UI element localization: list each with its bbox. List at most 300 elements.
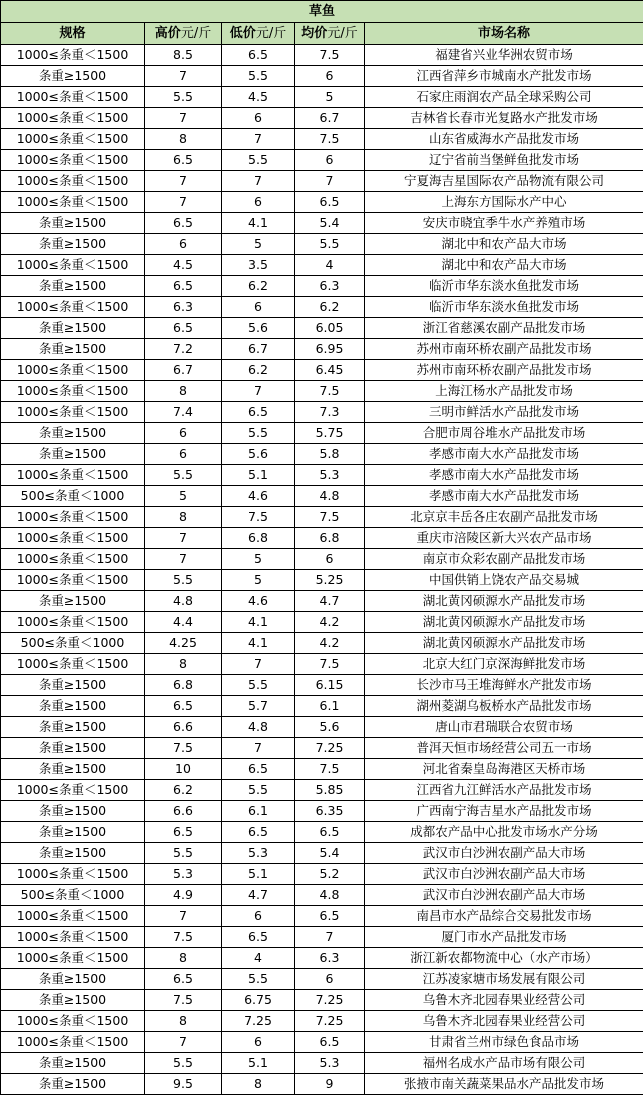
cell-spec: 条重≥1500 xyxy=(1,1053,145,1074)
cell-spec: 1000≤条重＜1500 xyxy=(1,297,145,318)
cell-avg-price: 5.2 xyxy=(295,864,365,885)
cell-market-name: 宁夏海吉星国际农产品物流有限公司 xyxy=(365,171,643,192)
table-row xyxy=(1,927,643,948)
cell-spec: 1000≤条重＜1500 xyxy=(1,549,145,570)
cell-high-price: 4.25 xyxy=(145,633,222,654)
cell-low-price: 5.5 xyxy=(222,780,295,801)
cell-market-name: 江西省萍乡市城南水产批发市场 xyxy=(365,66,643,87)
cell-market-name: 临沂市华东淡水鱼批发市场 xyxy=(365,297,643,318)
cell-low-price: 4.7 xyxy=(222,885,295,906)
cell-market-name: 广西南宁海吉星水产品批发市场 xyxy=(365,801,643,822)
cell-spec: 条重≥1500 xyxy=(1,339,145,360)
cell-high-price: 5.5 xyxy=(145,465,222,486)
cell-low-price: 5.7 xyxy=(222,696,295,717)
cell-avg-price: 6.8 xyxy=(295,528,365,549)
table-row xyxy=(1,255,643,276)
cell-market-name: 成都农产品中心批发市场水产分场 xyxy=(365,822,643,843)
cell-market-name: 苏州市南环桥农副产品批发市场 xyxy=(365,339,643,360)
header-avg-label: 均价 xyxy=(301,25,328,41)
cell-market-name: 江西省九江鲜活水产品批发市场 xyxy=(365,780,643,801)
cell-market-name: 福建省兴业华洲农贸市场 xyxy=(365,45,643,66)
cell-high-price: 6.3 xyxy=(145,297,222,318)
cell-avg-price: 7.5 xyxy=(295,381,365,402)
cell-high-price: 8 xyxy=(145,129,222,150)
cell-low-price: 5 xyxy=(222,570,295,591)
cell-spec: 1000≤条重＜1500 xyxy=(1,192,145,213)
table-row xyxy=(1,759,643,780)
cell-high-price: 8.5 xyxy=(145,45,222,66)
cell-high-price: 7 xyxy=(145,66,222,87)
cell-spec: 条重≥1500 xyxy=(1,822,145,843)
header-low xyxy=(222,23,295,45)
header-high-label: 高价 xyxy=(154,25,181,41)
header-low-label: 低价 xyxy=(229,25,256,41)
table-row xyxy=(1,969,643,990)
cell-avg-price: 7.5 xyxy=(295,45,365,66)
cell-high-price: 4.9 xyxy=(145,885,222,906)
cell-market-name: 浙江省慈溪农副产品批发市场 xyxy=(365,318,643,339)
table-row xyxy=(1,591,643,612)
cell-high-price: 6.5 xyxy=(145,822,222,843)
cell-avg-price: 5.5 xyxy=(295,234,365,255)
cell-avg-price: 7 xyxy=(295,927,365,948)
cell-market-name: 甘肃省兰州市绿色食品市场 xyxy=(365,1032,643,1053)
cell-avg-price: 6 xyxy=(295,969,365,990)
cell-avg-price: 6.95 xyxy=(295,339,365,360)
cell-high-price: 6.6 xyxy=(145,801,222,822)
cell-market-name: 上海江杨水产品批发市场 xyxy=(365,381,643,402)
cell-low-price: 5.1 xyxy=(222,465,295,486)
cell-spec: 1000≤条重＜1500 xyxy=(1,381,145,402)
cell-low-price: 7 xyxy=(222,654,295,675)
cell-avg-price: 6.15 xyxy=(295,675,365,696)
cell-spec: 1000≤条重＜1500 xyxy=(1,465,145,486)
table-row xyxy=(1,486,643,507)
cell-avg-price: 6.5 xyxy=(295,822,365,843)
cell-low-price: 6.7 xyxy=(222,339,295,360)
table-row xyxy=(1,66,643,87)
table-row xyxy=(1,1032,643,1053)
cell-low-price: 5.1 xyxy=(222,1053,295,1074)
cell-avg-price: 4 xyxy=(295,255,365,276)
cell-high-price: 7 xyxy=(145,108,222,129)
cell-high-price: 6.5 xyxy=(145,213,222,234)
cell-low-price: 6.1 xyxy=(222,801,295,822)
table-row xyxy=(1,570,643,591)
cell-spec: 条重≥1500 xyxy=(1,66,145,87)
cell-spec: 1000≤条重＜1500 xyxy=(1,150,145,171)
cell-spec: 1000≤条重＜1500 xyxy=(1,570,145,591)
table-row xyxy=(1,696,643,717)
cell-market-name: 武汉市白沙洲农副产品大市场 xyxy=(365,885,643,906)
cell-spec: 条重≥1500 xyxy=(1,738,145,759)
table-row xyxy=(1,780,643,801)
cell-avg-price: 5.6 xyxy=(295,717,365,738)
table-row xyxy=(1,801,643,822)
cell-high-price: 7 xyxy=(145,192,222,213)
cell-market-name: 普洱天恒市场经营公司五一市场 xyxy=(365,738,643,759)
table-row xyxy=(1,906,643,927)
cell-spec: 1000≤条重＜1500 xyxy=(1,171,145,192)
cell-spec: 1000≤条重＜1500 xyxy=(1,654,145,675)
cell-spec: 1000≤条重＜1500 xyxy=(1,87,145,108)
cell-high-price: 7 xyxy=(145,1032,222,1053)
cell-avg-price: 5.85 xyxy=(295,780,365,801)
cell-market-name: 临沂市华东淡水鱼批发市场 xyxy=(365,276,643,297)
header-avg xyxy=(295,23,365,45)
cell-spec: 1000≤条重＜1500 xyxy=(1,927,145,948)
cell-spec: 条重≥1500 xyxy=(1,234,145,255)
cell-avg-price: 5.4 xyxy=(295,843,365,864)
cell-market-name: 长沙市马王堆海鲜水产批发市场 xyxy=(365,675,643,696)
cell-market-name: 山东省威海水产品批发市场 xyxy=(365,129,643,150)
cell-avg-price: 6.3 xyxy=(295,948,365,969)
cell-market-name: 辽宁省前当堡鲜鱼批发市场 xyxy=(365,150,643,171)
table-row xyxy=(1,654,643,675)
table-row xyxy=(1,717,643,738)
cell-low-price: 4.5 xyxy=(222,87,295,108)
cell-spec: 条重≥1500 xyxy=(1,318,145,339)
cell-market-name: 乌鲁木齐北园春果业经营公司 xyxy=(365,1011,643,1032)
cell-avg-price: 5.3 xyxy=(295,1053,365,1074)
cell-low-price: 6 xyxy=(222,192,295,213)
cell-high-price: 7.5 xyxy=(145,990,222,1011)
table-row xyxy=(1,318,643,339)
cell-high-price: 6.5 xyxy=(145,969,222,990)
cell-market-name: 中国供销上饶农产品交易城 xyxy=(365,570,643,591)
table-row xyxy=(1,276,643,297)
cell-avg-price: 5.3 xyxy=(295,465,365,486)
table-row xyxy=(1,402,643,423)
cell-market-name: 唐山市君瑞联合农贸市场 xyxy=(365,717,643,738)
cell-spec: 条重≥1500 xyxy=(1,213,145,234)
cell-spec: 1000≤条重＜1500 xyxy=(1,129,145,150)
cell-avg-price: 6.5 xyxy=(295,1032,365,1053)
cell-high-price: 10 xyxy=(145,759,222,780)
table-row xyxy=(1,633,643,654)
cell-avg-price: 4.2 xyxy=(295,633,365,654)
cell-avg-price: 5.75 xyxy=(295,423,365,444)
cell-avg-price: 7.3 xyxy=(295,402,365,423)
cell-spec: 1000≤条重＜1500 xyxy=(1,360,145,381)
cell-low-price: 8 xyxy=(222,1074,295,1095)
cell-market-name: 孝感市南大水产品批发市场 xyxy=(365,444,643,465)
cell-avg-price: 6.5 xyxy=(295,906,365,927)
cell-market-name: 孝感市南大水产品批发市场 xyxy=(365,465,643,486)
cell-spec: 条重≥1500 xyxy=(1,591,145,612)
table-row xyxy=(1,297,643,318)
table-row xyxy=(1,129,643,150)
table-row xyxy=(1,885,643,906)
cell-low-price: 5.5 xyxy=(222,66,295,87)
cell-spec: 500≤条重＜1000 xyxy=(1,633,145,654)
cell-low-price: 6.5 xyxy=(222,402,295,423)
cell-market-name: 南京市众彩农副产品批发市场 xyxy=(365,549,643,570)
cell-spec: 条重≥1500 xyxy=(1,444,145,465)
cell-market-name: 安庆市晓宜季牛水产养殖市场 xyxy=(365,213,643,234)
cell-market-name: 湖北黄冈硕源水产品批发市场 xyxy=(365,633,643,654)
cell-spec: 1000≤条重＜1500 xyxy=(1,780,145,801)
cell-low-price: 5.5 xyxy=(222,969,295,990)
cell-low-price: 4.1 xyxy=(222,633,295,654)
cell-market-name: 北京京丰岳各庄农副产品批发市场 xyxy=(365,507,643,528)
cell-spec: 1000≤条重＜1500 xyxy=(1,108,145,129)
cell-spec: 条重≥1500 xyxy=(1,696,145,717)
cell-low-price: 5.5 xyxy=(222,675,295,696)
cell-low-price: 5.6 xyxy=(222,318,295,339)
cell-market-name: 北京大红门京深海鲜批发市场 xyxy=(365,654,643,675)
table-row xyxy=(1,87,643,108)
cell-high-price: 6.5 xyxy=(145,150,222,171)
cell-spec: 1000≤条重＜1500 xyxy=(1,255,145,276)
cell-avg-price: 6 xyxy=(295,66,365,87)
cell-spec: 500≤条重＜1000 xyxy=(1,885,145,906)
cell-high-price: 7.5 xyxy=(145,738,222,759)
cell-high-price: 7 xyxy=(145,549,222,570)
cell-market-name: 湖州菱湖乌板桥水产品批发市场 xyxy=(365,696,643,717)
header-high xyxy=(145,23,222,45)
cell-market-name: 武汉市白沙洲农副产品大市场 xyxy=(365,864,643,885)
cell-avg-price: 7.25 xyxy=(295,1011,365,1032)
cell-spec: 500≤条重＜1000 xyxy=(1,486,145,507)
cell-low-price: 5.5 xyxy=(222,150,295,171)
cell-avg-price: 7.5 xyxy=(295,129,365,150)
table-row xyxy=(1,150,643,171)
cell-spec: 1000≤条重＜1500 xyxy=(1,45,145,66)
cell-spec: 条重≥1500 xyxy=(1,990,145,1011)
cell-low-price: 5 xyxy=(222,549,295,570)
cell-spec: 1000≤条重＜1500 xyxy=(1,528,145,549)
cell-low-price: 6 xyxy=(222,906,295,927)
cell-high-price: 8 xyxy=(145,948,222,969)
cell-spec: 1000≤条重＜1500 xyxy=(1,1032,145,1053)
header-spec: 规格 xyxy=(1,23,145,45)
header-avg-unit: 元/斤 xyxy=(327,25,358,41)
cell-market-name: 三明市鲜活水产品批发市场 xyxy=(365,402,643,423)
cell-low-price: 6.2 xyxy=(222,360,295,381)
table-row xyxy=(1,171,643,192)
cell-avg-price: 7.25 xyxy=(295,990,365,1011)
cell-avg-price: 6.7 xyxy=(295,108,365,129)
table-title-row xyxy=(1,1,643,23)
table-row xyxy=(1,675,643,696)
cell-avg-price: 7.5 xyxy=(295,654,365,675)
cell-low-price: 6 xyxy=(222,297,295,318)
header-row xyxy=(1,23,643,45)
cell-avg-price: 5 xyxy=(295,87,365,108)
cell-market-name: 孝感市南大水产品批发市场 xyxy=(365,486,643,507)
cell-avg-price: 5.25 xyxy=(295,570,365,591)
cell-market-name: 湖北中和农产品大市场 xyxy=(365,255,643,276)
cell-low-price: 5.5 xyxy=(222,423,295,444)
cell-low-price: 4.6 xyxy=(222,486,295,507)
cell-high-price: 5.5 xyxy=(145,87,222,108)
table-row xyxy=(1,213,643,234)
cell-low-price: 6 xyxy=(222,1032,295,1053)
cell-high-price: 8 xyxy=(145,1011,222,1032)
table-row xyxy=(1,528,643,549)
table-row xyxy=(1,339,643,360)
cell-market-name: 张掖市南关蔬菜果品水产品批发市场 xyxy=(365,1074,643,1095)
cell-low-price: 3.5 xyxy=(222,255,295,276)
cell-market-name: 厦门市水产品批发市场 xyxy=(365,927,643,948)
header-market: 市场名称 xyxy=(365,23,643,45)
cell-high-price: 6.5 xyxy=(145,696,222,717)
cell-spec: 条重≥1500 xyxy=(1,1074,145,1095)
cell-low-price: 5.1 xyxy=(222,864,295,885)
cell-low-price: 6.8 xyxy=(222,528,295,549)
cell-avg-price: 5.8 xyxy=(295,444,365,465)
cell-market-name: 湖北黄冈硕源水产品批发市场 xyxy=(365,612,643,633)
cell-spec: 条重≥1500 xyxy=(1,423,145,444)
cell-spec: 1000≤条重＜1500 xyxy=(1,507,145,528)
cell-high-price: 8 xyxy=(145,381,222,402)
cell-market-name: 福州名成水产品市场有限公司 xyxy=(365,1053,643,1074)
cell-high-price: 5.5 xyxy=(145,1053,222,1074)
cell-high-price: 7.5 xyxy=(145,927,222,948)
cell-high-price: 6 xyxy=(145,234,222,255)
cell-low-price: 7.25 xyxy=(222,1011,295,1032)
table-row xyxy=(1,444,643,465)
cell-high-price: 5.5 xyxy=(145,570,222,591)
cell-spec: 1000≤条重＜1500 xyxy=(1,612,145,633)
cell-low-price: 4.1 xyxy=(222,213,295,234)
cell-market-name: 吉林省长春市光复路水产批发市场 xyxy=(365,108,643,129)
cell-low-price: 5.6 xyxy=(222,444,295,465)
cell-high-price: 7 xyxy=(145,906,222,927)
cell-avg-price: 6.05 xyxy=(295,318,365,339)
cell-market-name: 南昌市水产品综合交易批发市场 xyxy=(365,906,643,927)
cell-market-name: 合肥市周谷堆水产品批发市场 xyxy=(365,423,643,444)
table-row xyxy=(1,1011,643,1032)
cell-high-price: 6.7 xyxy=(145,360,222,381)
cell-avg-price: 7.5 xyxy=(295,507,365,528)
cell-avg-price: 6.45 xyxy=(295,360,365,381)
cell-spec: 条重≥1500 xyxy=(1,801,145,822)
header-low-unit: 元/斤 xyxy=(255,25,287,41)
cell-spec: 条重≥1500 xyxy=(1,675,145,696)
table-row xyxy=(1,990,643,1011)
cell-high-price: 7 xyxy=(145,171,222,192)
cell-low-price: 5 xyxy=(222,234,295,255)
cell-low-price: 7.5 xyxy=(222,507,295,528)
cell-market-name: 乌鲁木齐北园春果业经营公司 xyxy=(365,990,643,1011)
cell-low-price: 7 xyxy=(222,129,295,150)
cell-high-price: 7.2 xyxy=(145,339,222,360)
table-row xyxy=(1,360,643,381)
cell-spec: 1000≤条重＜1500 xyxy=(1,402,145,423)
table-row xyxy=(1,1074,643,1095)
cell-high-price: 4.8 xyxy=(145,591,222,612)
cell-spec: 1000≤条重＜1500 xyxy=(1,948,145,969)
table-row xyxy=(1,843,643,864)
cell-high-price: 6 xyxy=(145,444,222,465)
cell-avg-price: 6.5 xyxy=(295,192,365,213)
cell-high-price: 6 xyxy=(145,423,222,444)
cell-market-name: 湖北中和农产品大市场 xyxy=(365,234,643,255)
cell-market-name: 苏州市南环桥农副产品批发市场 xyxy=(365,360,643,381)
cell-high-price: 4.4 xyxy=(145,612,222,633)
cell-low-price: 6.2 xyxy=(222,276,295,297)
cell-avg-price: 5.4 xyxy=(295,213,365,234)
table-row xyxy=(1,1053,643,1074)
cell-spec: 条重≥1500 xyxy=(1,759,145,780)
cell-avg-price: 4.7 xyxy=(295,591,365,612)
cell-high-price: 8 xyxy=(145,654,222,675)
cell-avg-price: 6 xyxy=(295,549,365,570)
cell-market-name: 江苏凌家塘市场发展有限公司 xyxy=(365,969,643,990)
cell-avg-price: 7.5 xyxy=(295,759,365,780)
cell-high-price: 5 xyxy=(145,486,222,507)
table-row xyxy=(1,192,643,213)
table-row xyxy=(1,822,643,843)
cell-high-price: 8 xyxy=(145,507,222,528)
cell-avg-price: 6.1 xyxy=(295,696,365,717)
cell-high-price: 6.6 xyxy=(145,717,222,738)
table-row xyxy=(1,948,643,969)
table-row xyxy=(1,738,643,759)
cell-avg-price: 4.8 xyxy=(295,885,365,906)
table-row xyxy=(1,423,643,444)
cell-low-price: 6 xyxy=(222,108,295,129)
cell-market-name: 河北省秦皇岛海港区天桥市场 xyxy=(365,759,643,780)
cell-low-price: 7 xyxy=(222,381,295,402)
cell-avg-price: 9 xyxy=(295,1074,365,1095)
cell-avg-price: 6 xyxy=(295,150,365,171)
table-row xyxy=(1,108,643,129)
cell-spec: 条重≥1500 xyxy=(1,276,145,297)
cell-market-name: 武汉市白沙洲农副产品大市场 xyxy=(365,843,643,864)
cell-market-name: 石家庄雨润农产品全球采购公司 xyxy=(365,87,643,108)
cell-spec: 条重≥1500 xyxy=(1,969,145,990)
cell-low-price: 6.5 xyxy=(222,822,295,843)
cell-low-price: 5.3 xyxy=(222,843,295,864)
cell-high-price: 9.5 xyxy=(145,1074,222,1095)
cell-avg-price: 7 xyxy=(295,171,365,192)
cell-high-price: 5.5 xyxy=(145,843,222,864)
cell-high-price: 6.5 xyxy=(145,318,222,339)
cell-low-price: 6.5 xyxy=(222,759,295,780)
cell-low-price: 6.5 xyxy=(222,927,295,948)
cell-spec: 1000≤条重＜1500 xyxy=(1,906,145,927)
table-row xyxy=(1,612,643,633)
cell-high-price: 7.4 xyxy=(145,402,222,423)
cell-avg-price: 6.35 xyxy=(295,801,365,822)
cell-low-price: 4.8 xyxy=(222,717,295,738)
cell-market-name: 重庆市涪陵区新大兴农产品市场 xyxy=(365,528,643,549)
cell-spec: 条重≥1500 xyxy=(1,843,145,864)
cell-market-name: 浙江新农都物流中心（水产市场） xyxy=(365,948,643,969)
cell-low-price: 7 xyxy=(222,171,295,192)
table-row xyxy=(1,465,643,486)
cell-low-price: 7 xyxy=(222,738,295,759)
cell-avg-price: 7.25 xyxy=(295,738,365,759)
cell-low-price: 4.1 xyxy=(222,612,295,633)
cell-avg-price: 6.3 xyxy=(295,276,365,297)
cell-avg-price: 4.2 xyxy=(295,612,365,633)
cell-avg-price: 4.8 xyxy=(295,486,365,507)
cell-high-price: 6.2 xyxy=(145,780,222,801)
cell-market-name: 湖北黄冈硕源水产品批发市场 xyxy=(365,591,643,612)
cell-spec: 1000≤条重＜1500 xyxy=(1,864,145,885)
cell-spec: 条重≥1500 xyxy=(1,717,145,738)
cell-high-price: 6.8 xyxy=(145,675,222,696)
table-row xyxy=(1,381,643,402)
table-row xyxy=(1,234,643,255)
cell-market-name: 上海东方国际水产中心 xyxy=(365,192,643,213)
table-row xyxy=(1,549,643,570)
table-row xyxy=(1,45,643,66)
